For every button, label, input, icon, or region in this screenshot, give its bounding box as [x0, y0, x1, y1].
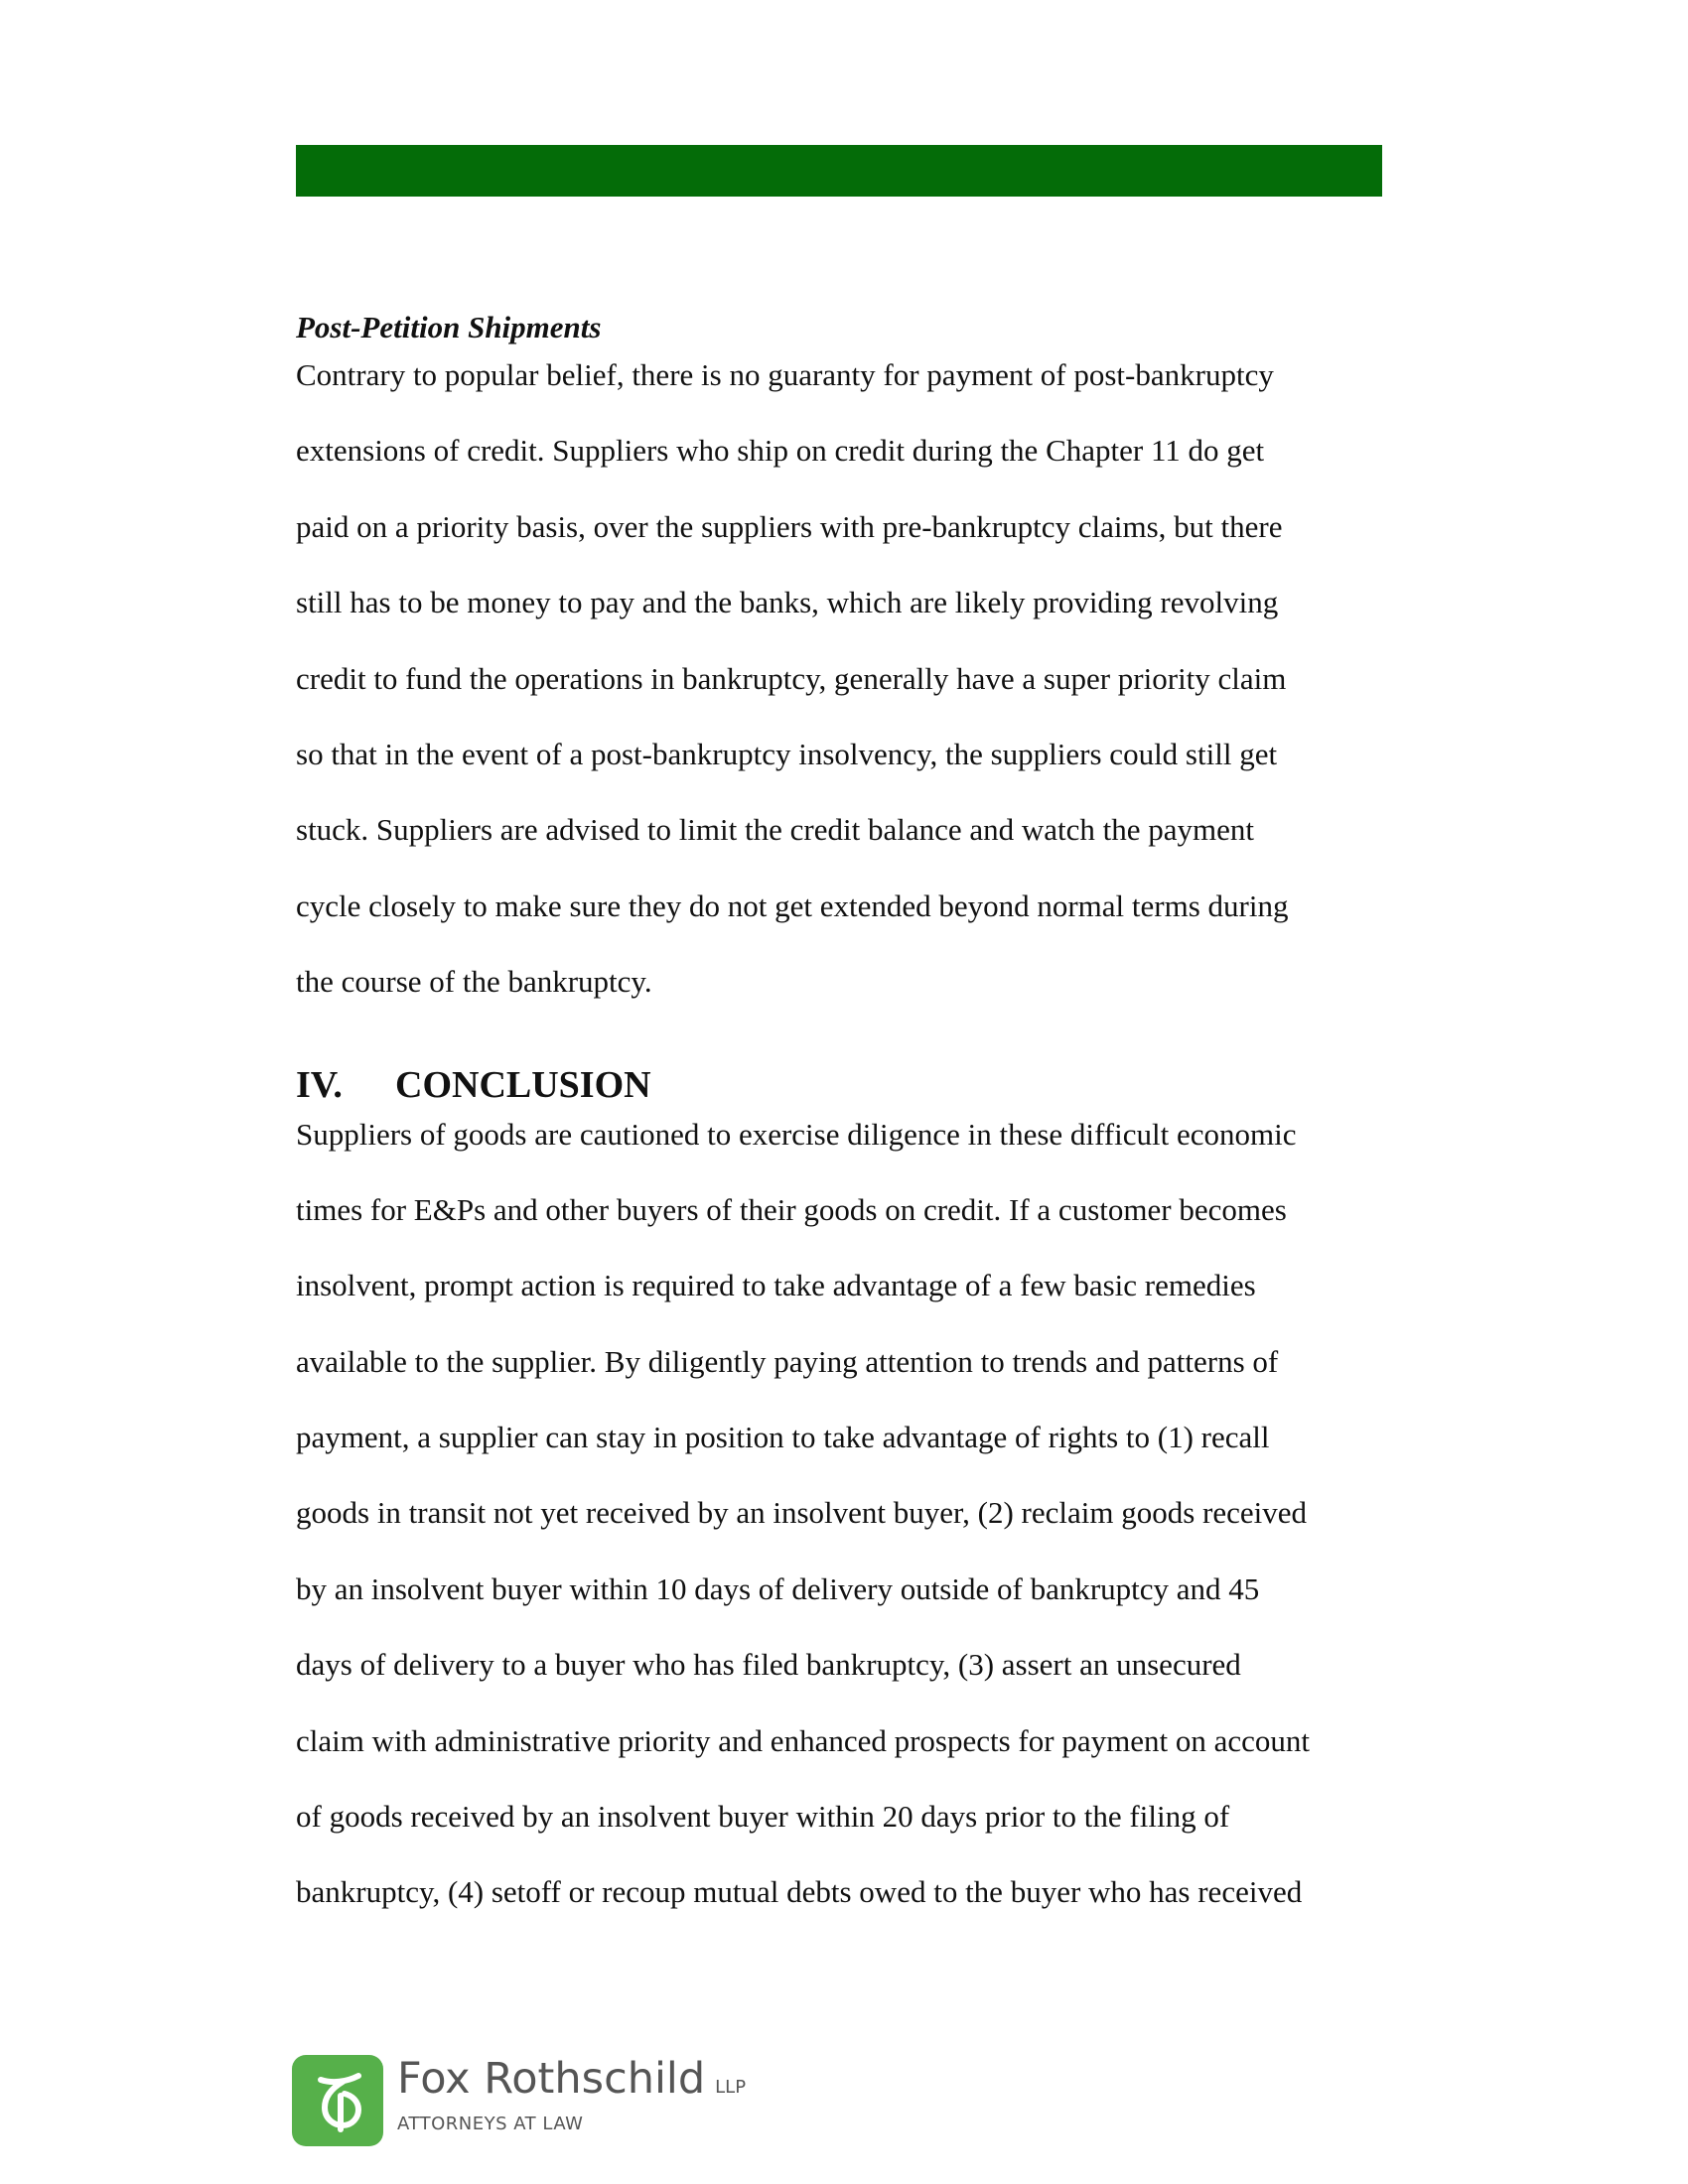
paragraph-line: Contrary to popular belief, there is no guaranty for payment of post-bankruptcy: [296, 357, 1274, 392]
paragraph-line: credit to fund the operations in bankruptcy, generally have a super priority claim: [296, 660, 1287, 696]
paragraph-line: by an insolvent buyer within 10 days of delivery outside of bankruptcy and 45: [296, 1570, 1260, 1606]
paragraph-line: goods in transit not yet received by an insolvent buyer, (2) reclaim goods received: [296, 1495, 1308, 1531]
paragraph-line: stuck. Suppliers are advised to limit the credit balance and watch the payment: [296, 812, 1254, 848]
paragraph-line: payment, a supplier can stay in position to take advantage of rights to (1) recall: [296, 1420, 1270, 1455]
document-body: [296, 308, 1388, 1949]
firm-logo: [292, 2055, 746, 2146]
firm-tagline: ATTORNEYS AT LAW: [397, 2114, 584, 2134]
header-bar: [296, 145, 1382, 197]
paragraph-line: so that in the event of a post-bankruptcy insolvency, the suppliers could still get: [296, 736, 1278, 771]
logo-text: [397, 2055, 746, 2134]
paragraph-line: times for E&Ps and other buyers of their goods on credit. If a customer becomes: [296, 1191, 1287, 1227]
paragraph-line: paid on a priority basis, over the suppliers with pre-bankruptcy claims, but there: [296, 508, 1283, 544]
firm-name: Fox Rothschild: [397, 2054, 706, 2104]
paragraph-line: still has to be money to pay and the banks, which are likely providing revolving: [296, 585, 1279, 620]
paragraph-line: extensions of credit. Suppliers who ship on credit during the Chapter 11 do get: [296, 433, 1265, 469]
section-title: CONCLUSION: [395, 1063, 651, 1106]
section-number: IV.: [296, 1063, 343, 1106]
paragraph-line: cycle closely to make sure they do not get extended beyond normal terms during: [296, 887, 1289, 923]
paragraph-line: days of delivery to a buyer who has filed bankruptcy, (3) assert an unsecured: [296, 1647, 1241, 1683]
paragraph-line: claim with administrative priority and enhanced prospects for payment on account: [296, 1722, 1310, 1758]
paragraph-line: of goods received by an insolvent buyer within 20 days prior to the filing of: [296, 1799, 1230, 1835]
paragraph-line: Suppliers of goods are cautioned to exercise diligence in these difficult economic: [296, 1116, 1297, 1152]
paragraph-post-petition: [296, 355, 1388, 1038]
paragraph-line: the course of the bankruptcy.: [296, 964, 652, 1000]
paragraph-line: available to the supplier. By diligently paying attention to trends and patterns of: [296, 1343, 1279, 1379]
paragraph-conclusion: [296, 1115, 1388, 1949]
paragraph-line: insolvent, prompt action is required to take advantage of a few basic remedies: [296, 1268, 1256, 1303]
fox-rothschild-symbol-icon: [292, 2055, 383, 2146]
paragraph-line: bankruptcy, (4) setoff or recoup mutual debts owed to the buyer who has received: [296, 1874, 1303, 1910]
section-heading-conclusion: [296, 1065, 1388, 1115]
subheading-post-petition-shipments: Post-Petition Shipments: [296, 310, 602, 344]
firm-suffix: LLP: [715, 2077, 747, 2098]
